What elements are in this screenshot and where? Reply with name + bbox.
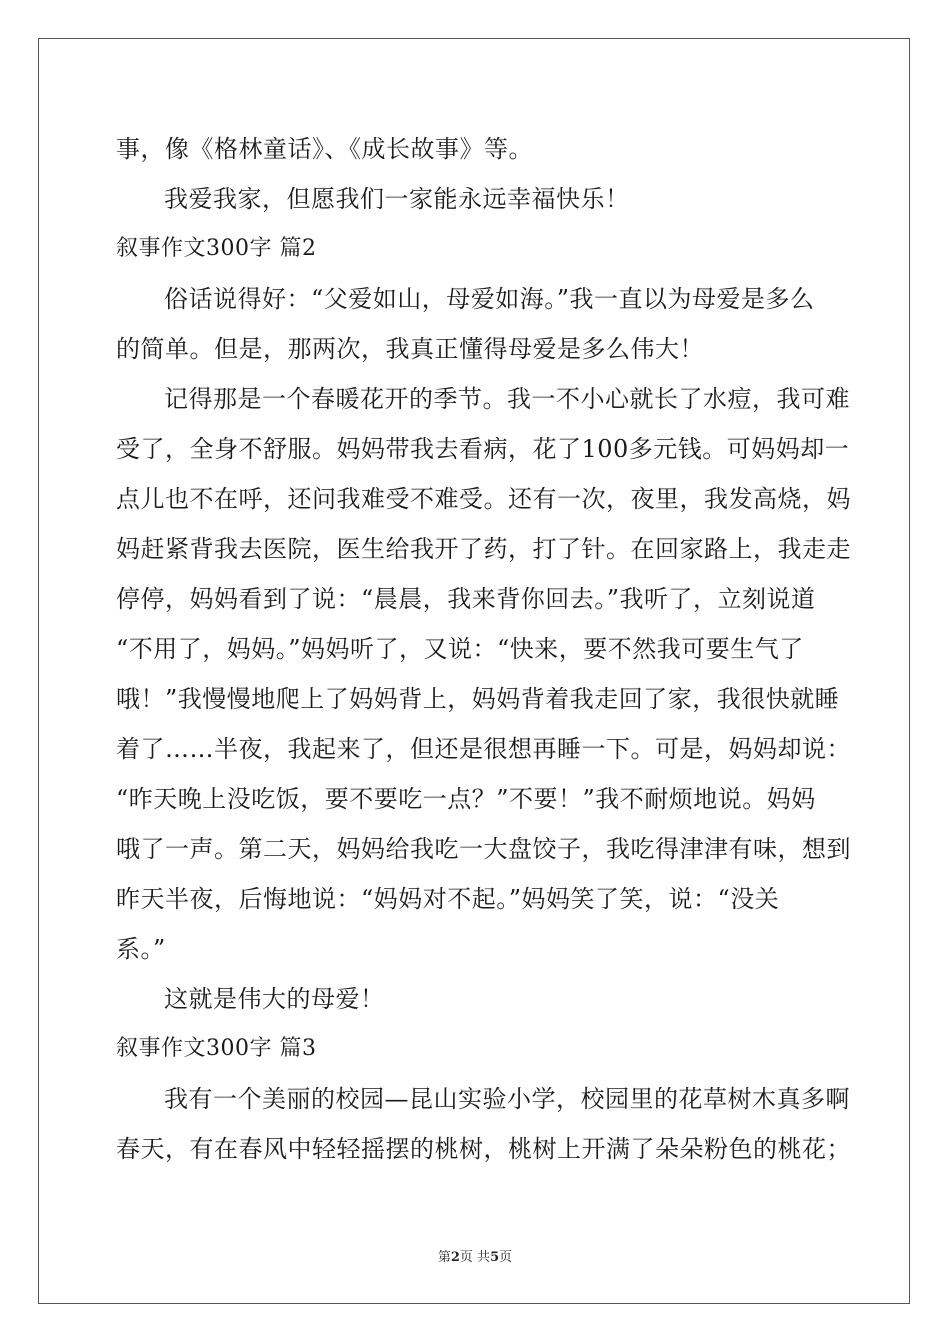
paragraph-line: 俗话说得好：“父爱如山，母爱如海。”我一直以为母爱是多么 [164,285,815,313]
section-heading: 叙事作文300字 篇3 [116,1036,317,1061]
text-line: 着了……半夜，我起来了，但还是很想再睡一下。可是，妈妈却说： [116,735,851,763]
footer-suffix: 页 [499,1250,513,1265]
text-line: “不用了，妈妈。”妈妈听了，又说：“快来，要不然我可要生气了 [116,635,804,663]
text-line: 的简单。但是，那两次，我真正懂得母爱是多么伟大！ [116,335,704,363]
text-line: 停停，妈妈看到了说：“晨晨，我来背你回去。”我听了，立刻说道 [116,585,816,613]
text-line: 春天，有在春风中轻轻摇摆的桃树，桃树上开满了朵朵粉色的桃花； [116,1135,851,1163]
text-line: 事，像《格林童话》、《成长故事》等。 [116,135,533,163]
text-line: 昨天半夜，后悔地说：“妈妈对不起。”妈妈笑了笑，说：“没关 [116,885,780,913]
text-line: 受了，全身不舒服。妈妈带我去看病，花了100多元钱。可妈妈却一 [116,435,850,463]
footer-prefix: 第 [437,1250,451,1265]
section-heading: 叙事作文300字 篇2 [116,236,317,261]
text-line: 妈赶紧背我去医院，医生给我开了药，打了针。在回家路上，我走走 [116,535,851,563]
paragraph-line: 记得那是一个春暖花开的季节。我一不小心就长了水痘，我可难 [164,385,850,413]
paragraph-line: 我有一个美丽的校园—昆山实验小学，校园里的花草树木真多啊 [164,1085,850,1113]
text-line: 哦！”我慢慢地爬上了妈妈背上，妈妈背着我走回了家，我很快就睡 [116,685,840,713]
text-line: 系。” [116,935,166,963]
paragraph-line: 这就是伟大的母爱！ [164,985,385,1013]
paragraph-line: 我爱我家，但愿我们一家能永远幸福快乐！ [164,185,630,213]
total-page-count: 5 [490,1250,500,1265]
current-page-number: 2 [450,1250,460,1265]
text-line: “昨天晚上没吃饭，要不要吃一点？”不要！”我不耐烦地说。妈妈 [116,785,816,813]
footer-mid: 页 共 [459,1250,491,1265]
document-body [116,124,851,1174]
text-line: 哦了一声。第二天，妈妈给我吃一大盘饺子，我吃得津津有味，想到 [116,835,851,863]
page-number-footer [0,1246,950,1265]
text-line: 点儿也不在呼，还问我难受不难受。还有一次，夜里，我发高烧，妈 [116,485,851,513]
